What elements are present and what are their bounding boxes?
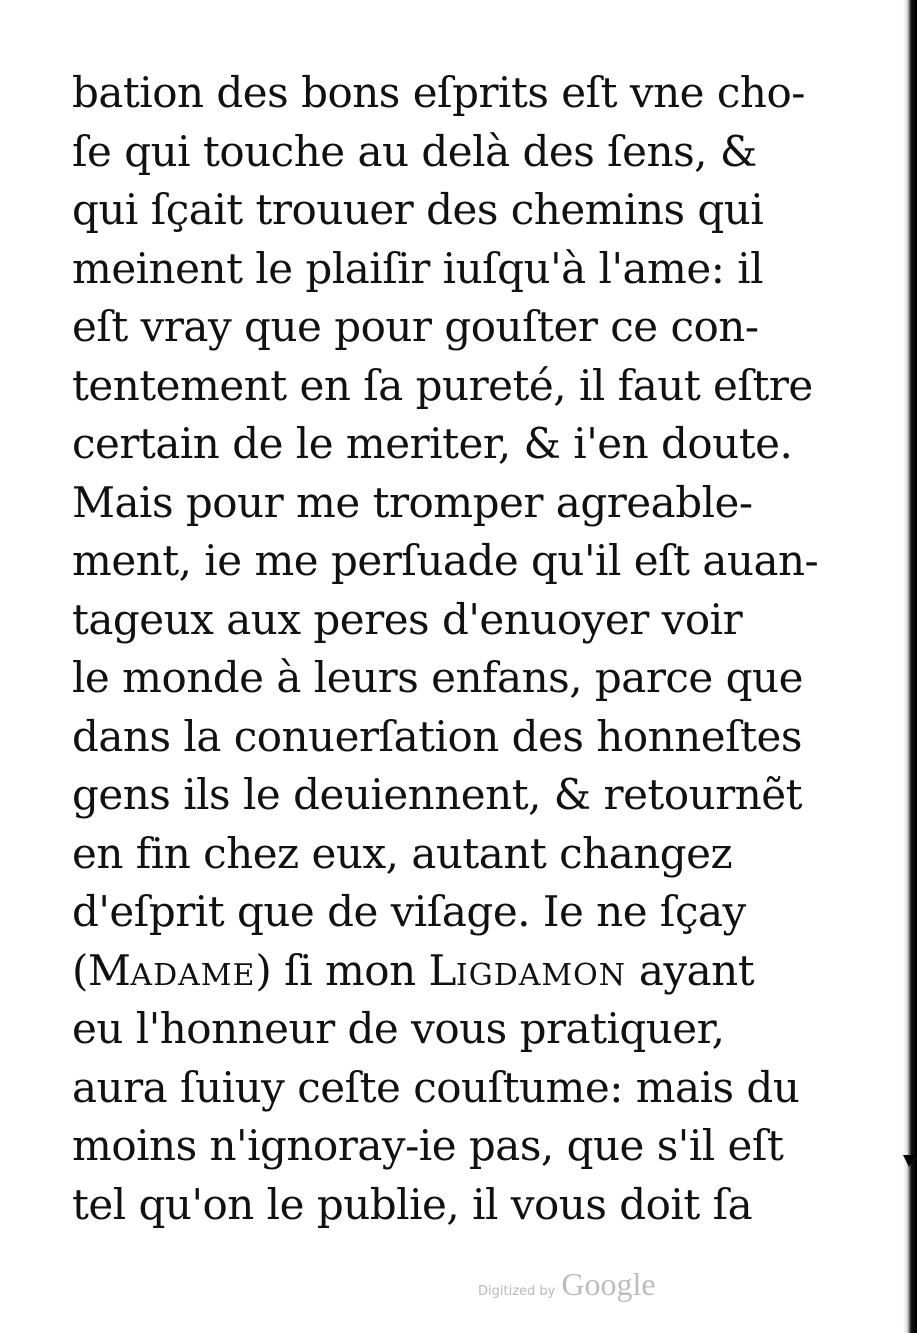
text-line: d'eſprit que de viſage. Ie ne ſçay: [72, 887, 746, 936]
text-line: le monde à leurs enfans, parce que: [72, 653, 803, 702]
text-line: en fin chez eux, autant changez: [72, 828, 733, 878]
text-line: ment, ie me perſuade qu'il eſt auan-: [72, 536, 819, 585]
text-line: eſt vray que pour gouſter ce con-: [72, 302, 759, 351]
madame-initial: M: [87, 945, 131, 995]
spine-marker-icon: [903, 1155, 915, 1167]
madame-small-caps: ADAME: [130, 957, 256, 993]
text-line: tageux aux peres d'enuoyer voir: [72, 594, 743, 644]
text-line: aura ſuiuy ceſte couſtume: mais du: [72, 1062, 800, 1112]
text-line: tel qu'on le publie, il vous doit ſa: [72, 1179, 753, 1229]
text-line: bation des bons eſprits eſt vne cho-: [72, 68, 805, 117]
digitized-by-label: Digitized by: [478, 1284, 556, 1299]
open-paren: (: [72, 945, 88, 995]
text-line: gens ils le deuiennent, & retournẽt: [72, 770, 803, 819]
page-text: [72, 64, 819, 1234]
text-line: Mais pour me tromper agreable-: [72, 477, 753, 527]
close-paren-si-mon: ) ſi mon: [255, 945, 429, 995]
text-line: eu l'honneur de vous pratiquer,: [72, 1004, 725, 1053]
text-line: meinent le plaiſir iuſqu'à l'ame: il: [72, 243, 764, 293]
ayant-word: ayant: [625, 945, 755, 995]
text-line-addressee: [72, 942, 812, 1001]
text-line: ſe qui touche au delà des ſens, &: [72, 126, 757, 176]
text-line: moins n'ignoray-ie pas, que s'il eſt: [72, 1121, 784, 1170]
digitized-watermark: [478, 1266, 656, 1303]
ligdamon-small-caps: IGDAMON: [455, 957, 626, 993]
text-line: certain de le meriter, & i'en doute.: [72, 419, 793, 468]
google-logo: Google: [561, 1266, 656, 1302]
text-line: qui ſçait trouuer des chemins qui: [72, 185, 764, 234]
text-line: dans la conuerſation des honneſtes: [72, 711, 802, 761]
page-spine-edge: [903, 0, 917, 1333]
text-line: tentement en ſa pureté, il faut eſtre: [72, 360, 813, 410]
ligdamon-initial: L: [428, 945, 456, 995]
